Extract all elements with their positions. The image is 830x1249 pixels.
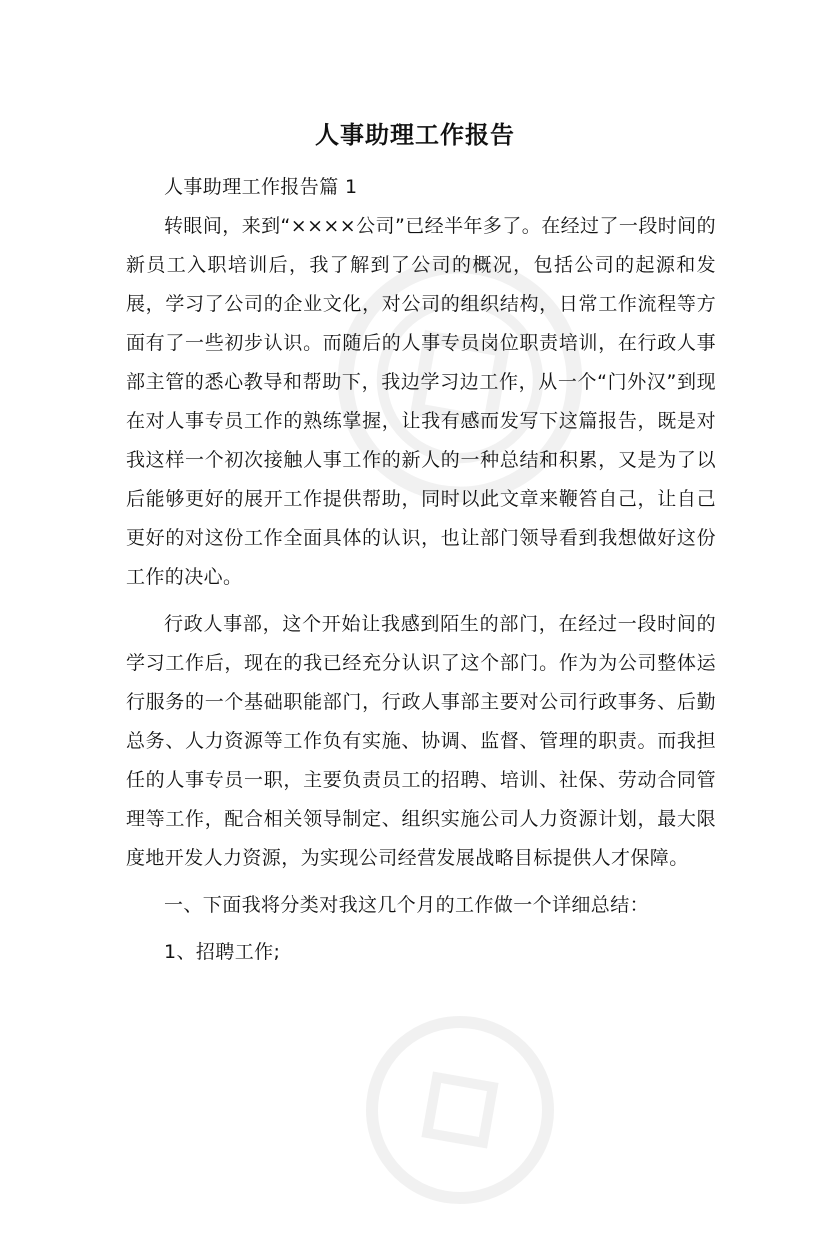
paragraph: 一、下面我将分类对我这几个月的工作做一个详细总结： xyxy=(164,894,650,916)
section-heading: 人事助理工作报告篇 1 xyxy=(164,176,358,198)
paragraph: 行政人事部，这个开始让我感到陌生的部门，在经过一段时间的学习工作后，现在的我已经充分认识了这个部门。作为为公司整体运行服务的一个基础职能部门，行政人事部主要对公司行政事务、后勤总务、人力资源等工作负有实施、协调、监督、管理的职责。而我担任的人事专员一职，主要负责员工的招聘、培训、社保、劳动合同管理等工作，配合相关领导制定、组织实施公司人力资源计划，最大限度地开发人力资源，为实现公司经营发展战略目标提供人才保障。 xyxy=(126,613,716,869)
paragraph: 1、招聘工作; xyxy=(164,941,281,963)
watermark-icon xyxy=(321,971,600,1249)
paragraph: 转眼间，来到“××××公司”已经半年多了。在经过了一段时间的新员工入职培训后，我了解到了公司的概况，包括公司的起源和发展，学习了公司的企业文化，对公司的组织结构，日常工作流程等方面有了一些初步认识。而随后的人事专员岗位职责培训，在行政人事部主管的悉心教导和帮助下，我边学习边工作，从一个“门外汉”到现在对人事专员工作的熟练掌握，让我有感而发写下这篇报告，既是对我这样一个初次接触人事工作的新人的一种总结和积累，又是为了以后能够更好的展开工作提供帮助，同时以此文章来鞭笞自己，让自己更好的对这份工作全面具体的认识，也让部门领导看到我想做好这份工作的决心。 xyxy=(126,215,716,588)
document-title: 人事助理工作报告 xyxy=(315,121,515,149)
document-body xyxy=(126,168,716,972)
